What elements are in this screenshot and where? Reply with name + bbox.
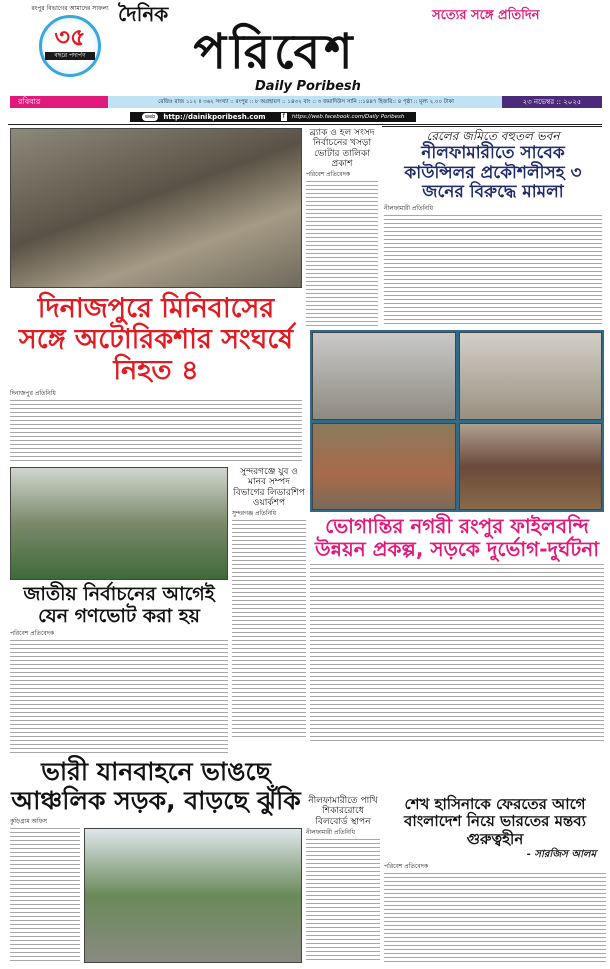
brac-story — [306, 128, 378, 326]
anniversary-badge — [30, 6, 110, 94]
dinajpur-byline: দিনাজপুর প্রতিনিধি — [10, 390, 56, 398]
gonovote-story — [10, 584, 228, 754]
masthead-tagline: সত্যের সঙ্গে প্রতিদিন — [432, 8, 540, 23]
masthead-english-title: Daily Poribesh — [255, 79, 361, 94]
dinajpur-story — [10, 291, 302, 463]
issue-info: রেজিঃ রাজ ১১২ ॥ ৩৬২ সংখ্যা :: রংপুর :: ৮ অগ্রহায়ণ :: ১৪৩২ বাং :: ৩ জমাদিউস সানি ::১৪৪৭ হিজরি:: ৪ পৃষ্ঠা :: মূল্য ২.০০ টাকা — [158, 99, 454, 105]
rangpur-headline: ভোগান্তির নগরী রংপুর ফাইলবন্দি উন্নয়ন প্রকল্প, সড়কে দুর্ভোগ-দুর্ঘটনা — [314, 514, 600, 561]
badge-top-text: রংপুর বিভাগের আমাদের সাফল্য — [31, 5, 109, 12]
hasina-attribution: - সারজিস আলম — [526, 848, 596, 860]
nilphamari-byline: নীলফামারী প্রতিনিধি — [384, 204, 433, 212]
heavy-vehicles-headline: ভারী যানবাহনে ভাঙছে আঞ্চলিক সড়ক, বাড়ছে ঝুঁকি — [11, 757, 301, 815]
rangpur-body — [310, 564, 604, 741]
sundarganj-body — [232, 520, 306, 739]
date-label: ২৩ নভেম্বর :: ২০২৫ — [502, 96, 602, 108]
facebook-link[interactable]: https://web.facebook.com/Daily Poribesh — [291, 114, 405, 120]
day-label: রবিবার — [10, 96, 108, 108]
nilphamari-headline: নীলফামারীতে সাবেক কাউন্সিলর প্রকৌশলীসহ ৩ জনের বিরুদ্ধে মামলা — [404, 143, 582, 203]
nilphamari-story — [384, 129, 602, 326]
rangpur-story — [310, 515, 604, 741]
gonovote-headline: জাতীয় নির্বাচনের আগেই যেন গণভোট করা হয় — [23, 583, 215, 627]
heavy-vehicles-body — [10, 828, 80, 964]
website-link[interactable]: http://dainikporibesh.com — [163, 113, 266, 121]
hasina-story — [384, 796, 606, 962]
brac-byline: পরিবেশ প্রতিবেদক — [306, 171, 351, 179]
sundarganj-headline: সুন্দরগঞ্জে যুব ও মানব সম্পদ বিভাগের লিডারশিপ ওয়ার্কশপ — [233, 467, 305, 509]
web-icon: web — [142, 113, 158, 121]
birds-byline: নীলফামারী প্রতিনিধি — [306, 829, 355, 837]
facebook-icon: f — [282, 113, 285, 120]
badge-number: ৩৫ — [54, 22, 86, 51]
hasina-headline: শেখ হাসিনাকে ফেরতের আগে বাংলাদেশ নিয়ে ভারতের মন্তব্য গুরুত্বহীন — [404, 795, 586, 848]
street-photo — [459, 332, 603, 420]
dinajpur-body — [10, 400, 302, 463]
masthead-prefix: দৈনিক — [118, 2, 169, 26]
gonovote-body — [10, 640, 228, 754]
brac-body — [306, 181, 378, 326]
birds-headline: নীলফামারীতে পাখি শিকাররোধে বিলবোর্ড স্থাপন — [308, 796, 378, 827]
planting-photo — [459, 423, 603, 511]
nilphamari-body — [384, 215, 602, 326]
web-bar — [130, 112, 416, 122]
brac-headline: ব্র্যাক ও হল সংসদ নির্বাচনের খসড়া ভোটার তালিকা প্রকাশ — [309, 128, 375, 170]
badge-bottom-text: বছরে পদার্পণ — [45, 52, 95, 60]
gonovote-byline: পরিবেশ প্রতিবেদক — [10, 629, 55, 637]
birds-story — [306, 796, 380, 962]
heavy-vehicles-story — [10, 758, 302, 963]
dinajpur-headline: দিনাজপুরে মিনিবাসের সঙ্গে অটোরিকশার সংঘর্ষে নিহত ৪ — [18, 293, 294, 387]
bricks-photo — [312, 423, 456, 511]
masthead-title: পরিবেশ — [193, 24, 357, 80]
birds-body — [306, 839, 380, 962]
sundarganj-byline: সুন্দরগঞ্জ প্রতিনিধি — [232, 510, 277, 518]
road-photo — [312, 332, 456, 420]
road-barrier-photo — [84, 828, 302, 964]
sundarganj-story — [232, 467, 306, 739]
date-bar — [10, 96, 602, 108]
rally-photo — [10, 467, 228, 580]
accident-photo — [10, 128, 302, 288]
heavy-vehicles-byline: কুড়িগ্রাম অফিস — [10, 817, 47, 825]
hasina-byline: পরিবেশ প্রতিবেদক — [384, 862, 429, 870]
nilphamari-kicker: রেলের জমিতে বহুতল ভবন — [426, 129, 560, 143]
hasina-body — [384, 873, 606, 962]
photo-grid — [310, 330, 604, 512]
